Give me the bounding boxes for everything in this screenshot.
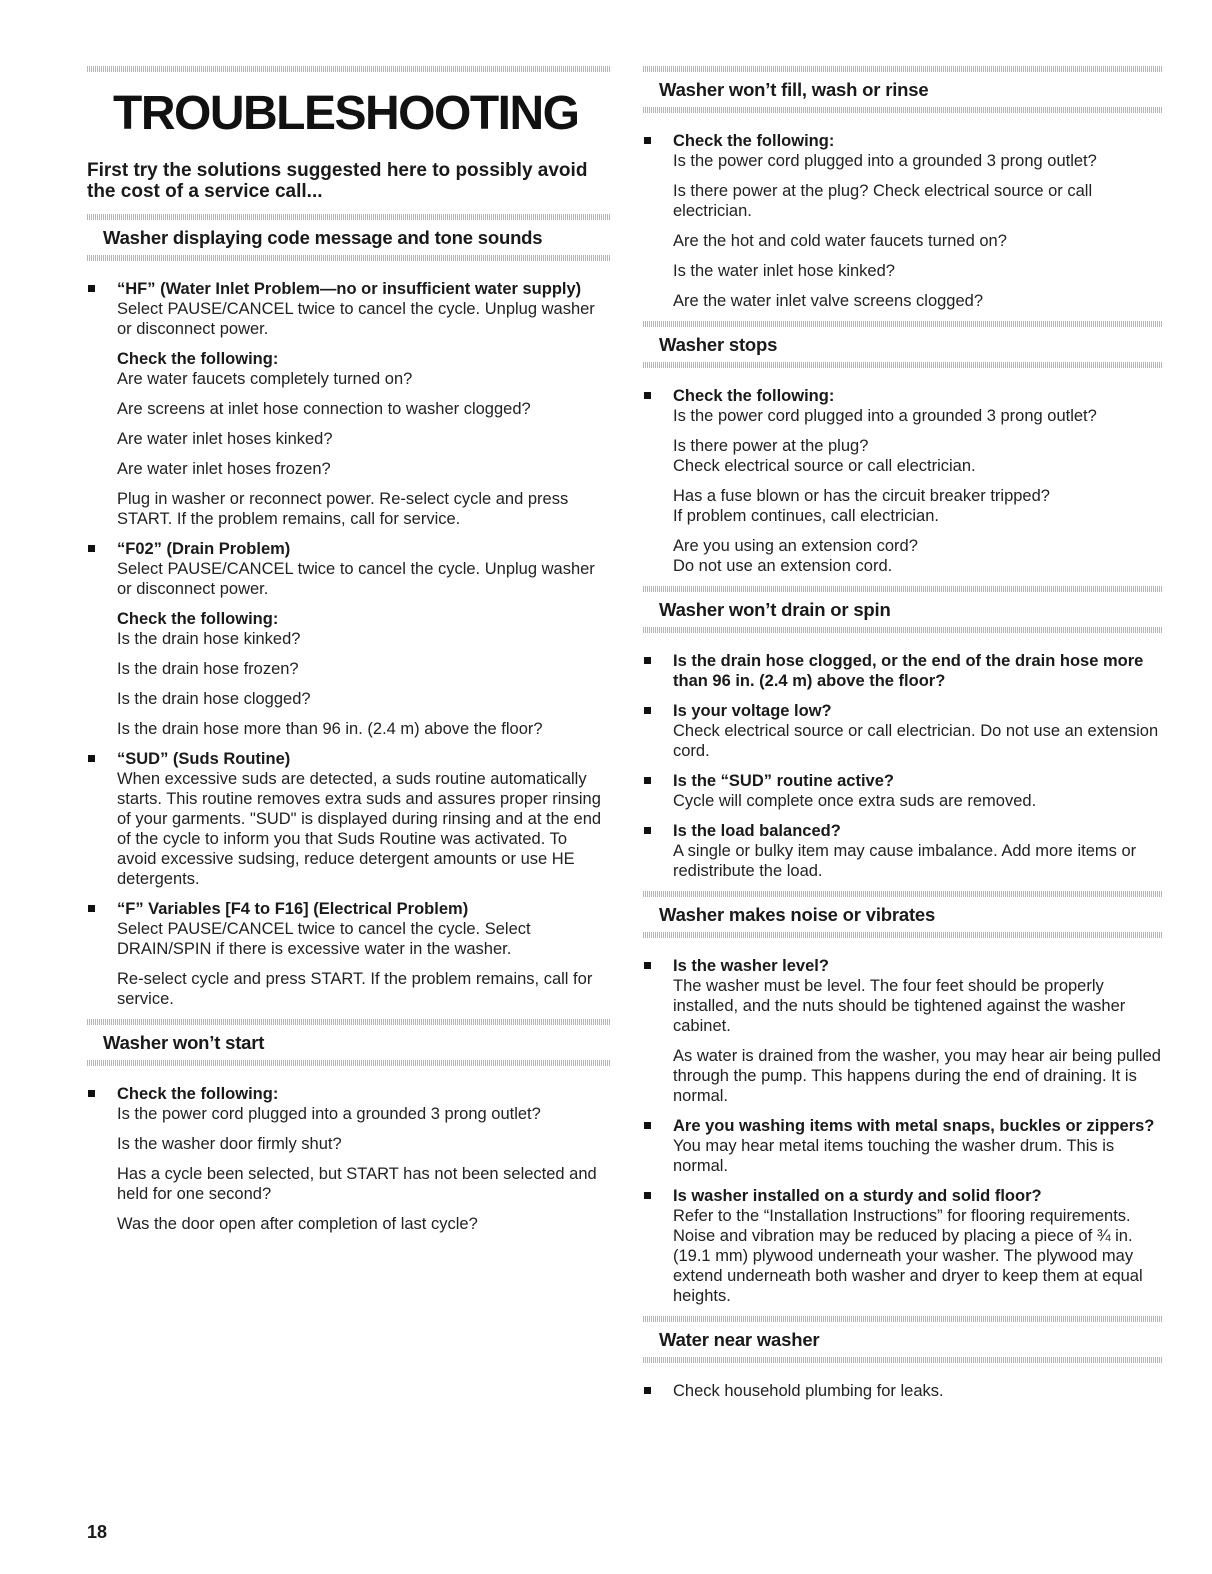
section-water-near: [643, 1316, 1163, 1401]
page-title: TROUBLESHOOTING: [113, 87, 579, 140]
divider: [87, 214, 610, 220]
item-text: The washer must be level. The four feet should be properly installed, and the nuts should be tightened against the washer cabinet.: [673, 977, 1126, 1035]
section-title: Washer won’t fill, wash or rinse: [659, 79, 929, 100]
check-text: Plug in washer or reconnect power. Re-select cycle and press START. If the problem remains, call for service.: [117, 490, 569, 528]
list-item: [643, 821, 1163, 881]
bullet-icon: [644, 657, 651, 664]
item-heading: Is the “SUD” routine active?: [673, 772, 894, 790]
bullet-icon: [644, 1192, 651, 1199]
list-item-f-variables: [87, 899, 610, 1009]
divider: [643, 586, 1163, 592]
item-text: Cycle will complete once extra suds are removed.: [673, 792, 1037, 810]
check-text: Is the power cord plugged into a grounded 3 prong outlet?: [117, 1105, 541, 1123]
list-item: [643, 771, 1163, 811]
item-text: When excessive suds are detected, a suds routine automatically starts. This routine removes extra suds and assures proper rinsing of your garments. "SUD" is displayed during rinsing and at the end of the cycle to inform you that Suds Routine was activated. To avoid excessive sudsing, reduce detergent amounts or use HE detergents.: [117, 770, 602, 888]
check-heading: Check the following:: [117, 350, 279, 368]
divider: [643, 932, 1163, 938]
item-heading: “F” Variables [F4 to F16] (Electrical Problem): [117, 900, 469, 918]
divider: [643, 66, 1163, 72]
bullet-icon: [644, 392, 651, 399]
divider: [643, 107, 1163, 113]
bullet-icon: [644, 707, 651, 714]
section-title: Washer displaying code message and tone sounds: [103, 227, 543, 248]
item-text: Check household plumbing for leaks.: [673, 1382, 944, 1400]
bullet-icon: [644, 962, 651, 969]
section-title: Washer won’t drain or spin: [659, 599, 891, 620]
item-heading: “SUD” (Suds Routine): [117, 750, 291, 768]
section-title: Washer stops: [659, 334, 778, 355]
check-text: Has a cycle been selected, but START has not been selected and held for one second?: [117, 1165, 597, 1203]
item-heading: Check the following:: [117, 1085, 279, 1103]
check-text: [673, 536, 1163, 576]
bullet-icon: [88, 755, 95, 762]
bullet-icon: [644, 777, 651, 784]
check-text: Is there power at the plug? Check electrical source or call electrician.: [673, 182, 1093, 220]
section-wont-start: [87, 1019, 610, 1234]
check-line: If problem continues, call electrician.: [673, 507, 939, 525]
item-text: You may hear metal items touching the washer drum. This is normal.: [673, 1137, 1115, 1175]
divider: [87, 1060, 610, 1066]
divider: [643, 362, 1163, 368]
item-text: A single or bulky item may cause imbalance. Add more items or redistribute the load.: [673, 842, 1137, 880]
bullet-icon: [88, 545, 95, 552]
divider: [643, 321, 1163, 327]
divider: [643, 891, 1163, 897]
section-wont-fill: [643, 66, 1163, 311]
bullet-icon: [644, 1387, 651, 1394]
check-text: Is the power cord plugged into a grounded 3 prong outlet?: [673, 407, 1097, 425]
check-text: Is the power cord plugged into a grounded 3 prong outlet?: [673, 152, 1097, 170]
section-title: Water near washer: [659, 1329, 820, 1350]
list-item-f02: [87, 539, 610, 739]
check-text: Is the water inlet hose kinked?: [673, 262, 895, 280]
divider: [643, 1316, 1163, 1322]
list-item: [643, 1116, 1163, 1176]
item-text: Check electrical source or call electrician. Do not use an extension cord.: [673, 722, 1159, 760]
list-item: [643, 1186, 1163, 1306]
check-text: Are the water inlet valve screens clogged?: [673, 292, 984, 310]
check-line: Check electrical source or call electrician.: [673, 457, 976, 475]
section-code-message: [87, 214, 610, 1009]
list-item: [643, 956, 1163, 1106]
bullet-icon: [88, 905, 95, 912]
check-text: Is the drain hose frozen?: [117, 660, 299, 678]
intro-text: First try the solutions suggested here to possibly avoid the cost of a service call...: [87, 160, 588, 202]
item-heading: Check the following:: [673, 387, 835, 405]
item-text: Re-select cycle and press START. If the problem remains, call for service.: [117, 970, 593, 1008]
check-text: Was the door open after completion of last cycle?: [117, 1215, 478, 1233]
list-item: [643, 1381, 1163, 1401]
right-column: [643, 66, 1163, 1411]
bullet-icon: [88, 285, 95, 292]
check-text: Are water inlet hoses frozen?: [117, 460, 331, 478]
item-heading: Is the washer level?: [673, 957, 829, 975]
bullet-icon: [644, 1122, 651, 1129]
check-line: Are you using an extension cord?: [673, 537, 918, 555]
check-text: Are the hot and cold water faucets turned on?: [673, 232, 1007, 250]
item-heading: Is the drain hose clogged, or the end of the drain hose more than 96 in. (2.4 m) above the floor?: [673, 652, 1144, 690]
check-text: Is the washer door firmly shut?: [117, 1135, 342, 1153]
section-wont-drain: [643, 586, 1163, 881]
item-heading: “F02” (Drain Problem): [117, 540, 291, 558]
list-item-hf: [87, 279, 610, 529]
check-text: [673, 486, 1163, 526]
divider: [87, 1019, 610, 1025]
section-noise: [643, 891, 1163, 1306]
item-heading: Is washer installed on a sturdy and solid floor?: [673, 1187, 1042, 1205]
check-line: Has a fuse blown or has the circuit breaker tripped?: [673, 487, 1050, 505]
check-heading: Check the following:: [117, 610, 279, 628]
item-text: As water is drained from the washer, you may hear air being pulled through the pump. This happens during the end of draining. It is normal.: [673, 1047, 1161, 1105]
left-column: [87, 66, 610, 1244]
section-title: Washer makes noise or vibrates: [659, 904, 936, 925]
list-item: [87, 1084, 610, 1234]
divider: [87, 255, 610, 261]
check-text: [673, 436, 1163, 476]
item-heading: Are you washing items with metal snaps, buckles or zippers?: [673, 1117, 1155, 1135]
check-text: Are water faucets completely turned on?: [117, 370, 413, 388]
bullet-icon: [644, 137, 651, 144]
check-text: Is the drain hose kinked?: [117, 630, 301, 648]
check-line: Do not use an extension cord.: [673, 557, 893, 575]
item-text: Select PAUSE/CANCEL twice to cancel the cycle. Unplug washer or disconnect power.: [117, 300, 595, 338]
check-line: Is there power at the plug?: [673, 437, 869, 455]
check-text: Are water inlet hoses kinked?: [117, 430, 333, 448]
check-text: Are screens at inlet hose connection to washer clogged?: [117, 400, 531, 418]
list-item-sud: [87, 749, 610, 889]
item-heading: “HF” (Water Inlet Problem—no or insufficient water supply): [117, 280, 582, 298]
check-text: Is the drain hose clogged?: [117, 690, 311, 708]
list-item: [643, 651, 1163, 691]
item-text: Refer to the “Installation Instructions” for flooring requirements. Noise and vibration may be reduced by placing a piece of ¾ in. (19.1 mm) plywood underneath your washer. The plywood may extend underneath both washer and dryer to keep them at equal heights.: [673, 1207, 1143, 1305]
section-washer-stops: [643, 321, 1163, 576]
divider: [87, 66, 610, 72]
list-item: [643, 386, 1163, 576]
item-text: Select PAUSE/CANCEL twice to cancel the cycle. Unplug washer or disconnect power.: [117, 560, 595, 598]
section-title: Washer won’t start: [103, 1032, 265, 1053]
item-heading: Is your voltage low?: [673, 702, 832, 720]
item-heading: Check the following:: [673, 132, 835, 150]
list-item: [643, 701, 1163, 761]
list-item: [643, 131, 1163, 311]
divider: [643, 1357, 1163, 1363]
bullet-icon: [644, 827, 651, 834]
check-text: Is the drain hose more than 96 in. (2.4 m) above the floor?: [117, 720, 543, 738]
divider: [643, 627, 1163, 633]
bullet-icon: [88, 1090, 95, 1097]
page-number: 18: [87, 1522, 108, 1542]
item-heading: Is the load balanced?: [673, 822, 841, 840]
item-text: Select PAUSE/CANCEL twice to cancel the cycle. Select DRAIN/SPIN if there is excessive water in the washer.: [117, 920, 531, 958]
